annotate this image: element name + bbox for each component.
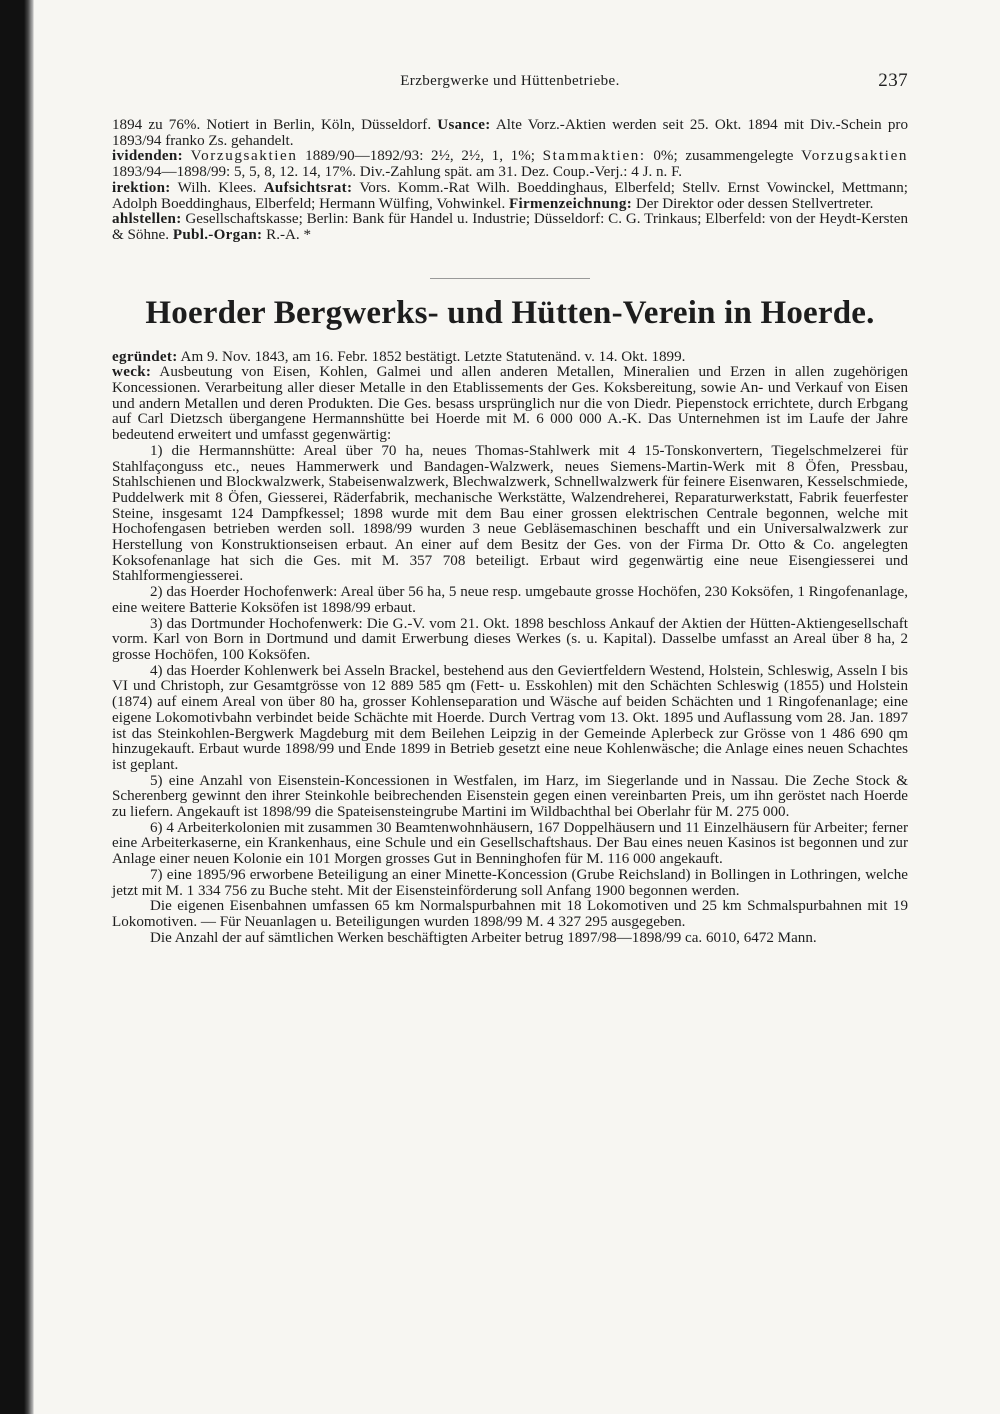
publ-organ-label: Publ.-Organ: [172,226,263,243]
usance-text: Alte Vorz.-Aktien werden seit 25. Okt. 1894 mit Div.-Schein pro 1893/94 franko Zs. gehandelt. [112,117,908,149]
firmenzeichnung-text: Der Direktor oder dessen Stellvertreter. [635,195,874,212]
usance-label: Usance: [437,117,491,133]
dividenden-text-3: 1893/94—1898/99: 5, 5, 8, 12. 14, 17%. Div.-Zahlung spät. am 31. Dez. Coup.-Verj.: 4 J. n. F. [112,164,683,181]
page-header [112,66,908,96]
list-item: 7) eine 1895/96 erworbene Beteiligung an einer Minette-Koncession (Grube Reichsland) in Bollingen in Lothringen, welche jetzt mit M. 1 334 756 zu Buche steht. Mit der Eisensteinförderung soll Anfang 1900 begonnen werden. [112,866,908,899]
gegruendet-label: egründet: [112,348,178,365]
section-divider [430,278,590,279]
aufsichtsrat-text: Vors. Komm.-Rat Wilh. Boeddinghaus, Elberfeld; Stellv. Ernst Vowinckel, Mettmann; Adolph Boeddinghaus, Elberfeld; Hermann Wülfing, Vohwinkel. [112,179,908,212]
running-title: Erzbergwerke und Hüttenbetriebe. [400,73,620,89]
direktion-label: irektion: [112,179,171,196]
firmenzeichnung-label: Firmenzeichnung: [509,195,633,212]
company-title: Hoerder Bergwerks- und Hütten-Verein in Hoerde. [145,294,875,331]
zahlstellen-label: ahlstellen: [112,211,182,228]
list-item: 4) das Hoerder Kohlenwerk bei Asseln Brackel, bestehend aus den Geviertfeldern Westend, Holstein, Schleswig, Asseln I bis VI und Christoph, zur Gesamtgrösse von 12 889 585 qm (Fett- u. Esskohlen) mit den Schächten Schleswig (1855) und Holstein (1874) auf einem Areal von über 80 ha, grosser Kohlenseparation und Wäsche auf beiden Schächten und 1 Ringofenanlage; eine eigene Lokomotivbahn verbindet beide Schächte mit Hoerde. Durch Vertrag vom 13. Okt. 1895 und Auflassung vom 28. Jan. 1897 ist das Steinkohlen-Bergwerk Magdeburg mit dem Beilehen Leipzig in der Gemeinde Aplerbeck zur Grösse von 1 486 690 qm hinzugekauft. Erbaut wurde 1898/99 und Ende 1899 in Betrieb gesetzt eine neue Kohlenwäsche; die Anlage eines neuen Schachtes ist geplant. [112,662,908,773]
company-entry [112,350,908,947]
gegruendet-paragraph [112,350,908,366]
gegruendet-text: Am 9. Nov. 1843, am 16. Febr. 1852 bestätigt. Letzte Statutenänd. v. 14. Okt. 1899. [180,348,686,365]
zahlstellen-text: Gesellschaftskasse; Berlin: Bank für Handel u. Industrie; Düsseldorf: C. G. Trinkaus; Elberfeld: von der Heydt-Kersten & Söhne. [112,211,908,243]
notierung-text: 1894 zu 76%. Notiert in Berlin, Köln, Düsseldorf. [112,117,432,133]
page-number: 237 [878,70,908,91]
stammaktien-term: Stammaktien: [542,148,646,165]
arbeiter-paragraph: Die Anzahl der auf sämtlichen Werken beschäftigten Arbeiter betrug 1897/98—1898/99 ca. 6010, 6472 Mann. [150,929,817,946]
zweck-paragraph [112,365,908,444]
list-item: 1) die Hermannshütte: Areal über 70 ha, neues Thomas-Stahlwerk mit 4 15-Tonskonvertern, Tiegelschmelzerei für Stahlfaçonguss etc., neues Hammerwerk und Bandagen-Walzwerk, neues Siemens-Martin-Werk mit 8 Öfen, Pressbau, Stahlschienen und Blockwalzwerk, Stabeisenwalzwerk, Blechwalzwerk, Schnellwalzwerk für feinere Eisenwaren, Kesselschmiede, Puddelwerk mit 8 Öfen, Giesserei, Räderfabrik, mechanische Werkstätte, Walzendreherei, Reparaturwerkstatt, Fabrik feuerfester Steine, insgesamt 124 Dampfkessel; 1898 wurde mit dem Bau einer grossen elektrischen Centrale begonnen, welche mit Hochofengasen betrieben werden soll. 1898/99 wurden 3 neue Gebläsemaschinen beschafft und ein Universalwalzwerk zur Herstellung von Konstruktionseisen erbaut. An einer auf dem Besitz der Ges. von der Firma Dr. Otto & Co. angelegten Koksofenanlage hat sich die Ges. mit M. 357 708 beteiligt. Erbaut wird gegenwärtig eine neue Eisengiesserei und Stahlformengiesserei. [112,442,908,585]
aufsichtsrat-label: Aufsichtsrat: [263,179,353,196]
book-binding-edge [0,0,34,1414]
eisenbahn-paragraph: Die eigenen Eisenbahnen umfassen 65 km Normalspurbahnen mit 18 Lokomotiven und 25 km Schmalspurbahnen mit 19 Lokomotiven. — Für Neuanlagen u. Beteiligungen wurden 1898/99 M. 4 327 295 ausgegeben. [112,898,908,930]
document-page [112,66,908,946]
direktion-text: Wilh. Klees. [177,179,257,196]
list-item: 6) 4 Arbeiterkolonien mit zusammen 30 Beamtenwohnhäusern, 167 Doppelhäusern und 11 Einzelhäusern für Arbeiter; ferner eine Arbeiterkaserne, ein Krankenhaus, eine Schule und ein Gesellschaftshaus. Der Bau eines neuen Kasinos ist begonnen und zur Anlage einer neuen Kolonie ein 101 Morgen grosses Gut in Benninghofen für M. 116 000 angekauft. [112,819,908,868]
zahlstellen-paragraph [112,212,908,243]
list-item: 5) eine Anzahl von Eisenstein-Koncessionen in Westfalen, im Harz, im Siegerlande und in Nassau. Die Zeche Stock & Scherenberg gewinnt den ihrer Steinkohle beibrechenden Eisenstein gegen einen vereinbarten Preis, um ihn geröstet nach Hoerde zu liefern. Angekauft ist 1898/99 die Spateisensteingrube Martini im Wildbachthal bei Oberlahr für M. 275 000. [112,772,908,821]
dividenden-label: ividenden: [112,148,183,165]
zweck-label: weck: [112,364,152,381]
notierung-paragraph [112,118,908,149]
dividenden-text-2: 0%; zusammengelegte [653,148,794,165]
list-item: 3) das Dortmunder Hochofenwerk: Die G.-V. vom 21. Okt. 1898 beschloss Ankauf der Aktien der Hütten-Aktiengesellschaft vorm. Karl von Born in Dortmund und damit Erwerbung dieses Werkes (s. u. Kapital). Dasselbe umfasst an Areal über 8 ha, 2 grosse Hochöfen, 100 Koksöfen. [112,615,908,663]
dividenden-paragraph [112,149,908,180]
dividenden-text-1: 1889/90—1892/93: 2½, 2½, 1, 1%; [305,148,535,165]
vorzugsaktien-term-2: Vorzugsaktien [801,148,909,165]
direktion-paragraph [112,181,908,212]
publ-organ-text: R.-A. * [266,226,312,243]
vorzugsaktien-term: Vorzugsaktien [190,148,298,165]
list-item: 2) das Hoerder Hochofenwerk: Areal über 56 ha, 5 neue resp. umgebaute grosse Hochöfen, 230 Koksöfen, 1 Ringofenanlage, eine weitere Batterie Koksöfen ist 1898/99 erbaut. [112,584,908,616]
zweck-text: Ausbeutung von Eisen, Kohlen, Galmei und allen anderen Metallen, Mineralien und Erzen in allen zugehörigen Koncessionen. Verarbeitung aller dieser Metalle in den Etablissements der Ges. Koksbereitung, sowie An- und Verkauf von Eisen und andern Metallen und deren Produkten. Die Ges. besass ursprünglich nur die von Diedr. Piepenstock errichtete, durch Erbgang auf Carl Dietzsch übergangene Hermannshütte bei Hoerde mit M. 6 000 000 A.-K. Das Unternehmen ist im Laufe der Jahre bedeutend erweitert und umfasst gegenwärtig: [112,364,908,444]
previous-entry [112,118,908,244]
